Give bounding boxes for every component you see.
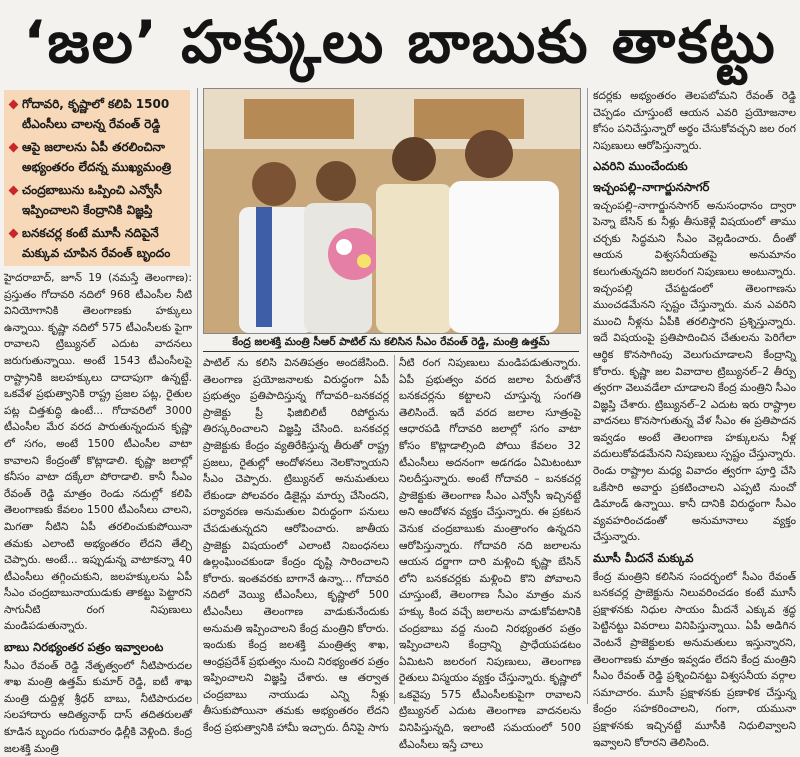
right-paragraph: కదర్లకు అభ్యంతరం తెలపబోమని రేవంత్ రెడ్డి చెప్పడం చూస్తుంటే ఆయన ఎవరి ప్రయోజనాల కోసం పనిచేస్తున్నారో అర్థం చేసుకోవచ్చని జల రంగ నిపుణులు ఆరోపిస్తున్నారు. [593,90,796,152]
right-subhead-3: మూసీ మీదనే మక్కువ [593,551,694,566]
headline: ‘జల’ హక్కులు బాబుకు తాకట్టు [23,8,777,76]
right-paragraph-3: కేంద్ర మంత్రిని కలిసిన సందర్భంలో సీఎం రేవంత్ బనకచర్ల ప్రాజెక్టును నిలువరించడం కంటే మూసీ ప్రక్షాళనకు నిధుల సాయం మీదనే ఎక్కువ శ్రద్ధ పెట్టినట్టు వివరాలు వినిపిస్తున్నాయి. ఏపీ అడిగిన వెంటనే ప్రాజెక్టులకు అనుమతులు ఇస్తున్నారని, తెలంగాణకు మాత్రం ఇవ్వడం లేదని కేంద్ర మంత్రిని సీఎం రేవంత్ రెడ్డి ప్రశ్నించినట్టు విశ్వసనీయ వర్గాల సమాచారం. మూసీ ప్రక్షాళనకు ప్రణాళిక చేస్తున్న కేంద్రం సహకరించాలని, గంగా, యమునా ప్రక్షాళనకు ఇచ్చినట్టే మూసీకి నిధులివ్వాలని ఇవ్వాలని కోరారని తెలిసింది. [593,570,796,749]
diamond-bullet-icon [9,186,19,196]
news-photo [203,88,581,334]
right-subhead-2: ఇచ్చంపల్లి–నాగార్జునసాగర్ [593,179,710,194]
mid-left-column [203,355,389,735]
highlight-text: చంద్రబాబును ఒప్పించి ఎన్వోసీ ఇప్పించాలని కేంద్రానికి విజ్ఞప్తి [22,183,162,217]
highlights-box [4,90,190,266]
photo-caption: కేంద్ర జలశక్తి మంత్రి సీఆర్ పాటిల్ ను కలిసిన సీఎం రేవంత్ రెడ్డి, మంత్రి ఉత్తమ్ [203,333,579,352]
right-column [593,88,796,749]
left-column [4,270,192,755]
highlight-text: గోదావరి, కృష్ణాలో కలిపి 1500 టీఎంసీలు చాలన్న రేవంత్ రెడ్డి [22,97,170,131]
meeting-photo-illustration [204,89,580,333]
left-paragraph: హైదరాబాద్, జూన్ 19 (నమస్తే తెలంగాణ): ప్రస్తుతం గోదావరి నదిలో 968 టీఎంసీల నీటి వినియోగానికి తెలంగాణకు హక్కులు ఉన్నాయి. కృష్ణా నదిలో 575 టీఎంసీలకు పైగా రావాలని ట్రిబ్యునల్ ఎదుట వాదనలు జరుగుతున్నాయి. అంటే 1543 టీఎంసీలపై రాష్ట్రానికి జలహక్కులు దాదాపుగా ఉన్నట్టే. ఒకవేళ ప్రభుత్వానికి రాష్ట్ర ప్రజల పట్ల, రైతుల పట్ల చిత్తశుద్ధి ఉంటే... గోదావరిలో 3000 టీఎంసీల మేర వరద పారుతున్నందున కృష్ణా లో సగం, అంటే 1500 టీఎంసీల వాటా కావాలని కేంద్రంతో కొట్లాడాలి. కృష్ణా జలాల్లో కనీసం వాటా దక్కేలా పోరాడాలి. కానీ సీఎం రేవంత్ రెడ్డి మాత్రం రెండు నదుల్లో కలిపి తెలంగాణకు కేవలం 1500 టీఎంసీలు చాలని, మిగతా నీటిని ఏపీ తరలించుకుపోయినా తమకు ఎలాంటి అభ్యంతరం లేదని తేల్చి చెప్పారు. అంటే... ఇప్పుడున్న వాటాకన్నా 40 టీఎంసీలు తగ్గించుకుని, జలహక్కులను ఏపీ సీఎం చంద్రబాబునాయుడుకు తాకట్టు పెట్టారని సాగునీటి రంగ నిపుణులు మండిపడుతున్నారు. [4,272,192,633]
right-paragraph-2: ఇచ్చంపల్లి–నాగార్జునసాగర్ అనుసంధానం ద్వారా పెన్నా బేసిన్ కు నీళ్లు తీసుకెళ్లే విషయంలో తాము చర్చకు సిద్ధమని సీఎం వెల్లడించారు. దీంతో ఆయన విశ్వసనీయతపై అనుమానం కలుగుతున్నదని జలరంగ నిపుణులు అంటున్నారు. ఇచ్చంపల్లి చేపట్టడంలో తెలంగాణను ముంచడమేనని స్పష్టం చేస్తున్నారు. మన ఎవరిని ముంచి నీళ్లను ఏపీకి తరలిస్తారని ప్రశ్నిస్తున్నారు. ఇదే విషయంపై ప్రతిపాదించిన చేతులను పెరిగేలా ఆర్థిక కొనసాగింపు వెలుగుచూడాలని కేంద్రాన్ని కోరారు. కృష్ణా జల వివాదాల ట్రిబ్యునల్–2 తీర్పు త్వరగా వెలువడేలా చూడాలని కేంద్ర మంత్రిని సీఎం విజ్ఞప్తి చేశారు. ట్రిబ్యునల్–2 ఎదుట ఇరు రాష్ట్రాల వాదనలు కొనసాగుతున్న వేళ సీఎం ఈ ప్రతిపాదన ఇవ్వడం అంటే తెలంగాణ హక్కులను నీళ్ల వదులుకోవడమేనని నిపుణులు స్పష్టం చేస్తున్నారు. రెండు రాష్ట్రాల మధ్య వివాదం త్వరగా పూర్తి చేసి ఒకేసారి అవార్డు ప్రకటించాలని ఎప్పటి నుంచో డిమాండ్ ఉన్నాయి. కానీ దానికి విరుద్ధంగా సీఎం వ్యవహరించడంతో అనుమానాలు వ్యక్తం చేస్తున్నారు. [593,199,796,544]
mid-left-paragraph: పాటిల్ ను కలిసి వినతిపత్రం అందజేసింది. తెలంగాణ ప్రయోజనాలకు విరుద్ధంగా ఏపీ ప్రభుత్వం ప్రతిపాదిస్తున్న గోదావరి–బనకచర్ల ప్రాజెక్టు ప్రీ ఫిజిబిలిటీ రిపోర్టును తిరస్కరించాలని విజ్ఞప్తి చేసింది. బనకచర్ల ప్రాజెక్టుకు కేంద్రం వ్యతిరేకిస్తున్న తీరుతో రాష్ట్ర ప్రజలు, రైతుల్లో ఆందోళనలు నెలకొన్నాయని సీఎం చెప్పారు. ట్రిబ్యునల్ అనుమతులు లేకుండా పోలవరం డిజైన్లు మార్పు చేసిందని, పర్యావరణ అనుమతుల విరుద్ధంగా పనులు చేపడుతున్నదని ఆరోపించారు. జాతీయ ప్రాజెక్టు విషయంలో ఎలాంటి నిబంధనలు ఉల్లంఘించకుండా కేంద్రం దృష్టి సారించాలని కోరారు. ఇంతవరకు బాగానే ఉన్నా... గోదావరి నదిలో వెయ్యి టీఎంసీలు, కృష్ణాలో 500 టీఎంసీలు తెలంగాణ వాడుకునేందుకు అనుమతి ఇప్పించాలని కేంద్ర మంత్రిని కోరారు. ఇందుకు కేంద్ర జలశక్తి మంత్రిత్వ శాఖ, ఆంధ్రప్రదేశ్ ప్రభుత్వం నుంచి నిరభ్యంతర పత్రం ఇప్పించాలని విజ్ఞప్తి చేశారు. ఆ తర్వాత చంద్రబాబు నాయుడు ఎన్ని నీళ్లు తీసుకుపోయినా తమకు అభ్యంతరం లేదని కేంద్ర ప్రభుత్వానికి హామీ ఇచ్చారు. దీనిపై సాగు [203,357,389,735]
highlight-item [10,137,184,177]
highlight-item [10,180,184,220]
mid-right-column [399,355,581,751]
column-divider [394,355,395,704]
highlight-text: ఆపై జలాలను ఏపీ తరలించినా అభ్యంతరం లేదన్న ముఖ్యమంత్రి [22,140,172,174]
column-divider [587,88,588,704]
diamond-bullet-icon [9,229,19,239]
diamond-bullet-icon [9,100,19,110]
right-subhead: ఎవరిని ముంచేందుకు [593,159,688,174]
highlight-item [10,94,184,134]
highlight-text: బనకచర్ల కంటే మూసీ నదిపైనే మక్కువ చూపిన రేవంత్ బృందం [22,226,171,260]
highlight-item [10,223,184,263]
left-paragraph-2: సీఎం రేవంత్ రెడ్డి నేతృత్వంలో నీటిపారుదల శాఖ మంత్రి ఉత్తమ్ కుమార్ రెడ్డి, ఐటీ శాఖ మంత్రి దుద్దిళ్ల శ్రీధర్ బాబు, నీటిపారుదల సలహాదారు ఆదిత్యనాథ్ దాస్ తదితరులతో కూడిన బృందం గురువారం ఢిల్లీకి వెళ్లింది. కేంద్ర జలశక్తి మంత్రి [4,659,192,755]
diamond-bullet-icon [9,143,19,153]
mid-right-paragraph: నీటి రంగ నిపుణులు మండిపడుతున్నారు. ఏపీ ప్రభుత్వం వరద జలాల పేరుతోనే బనకచర్లను కట్టాలని చూస్తున్న సంగతి తెలిసిందే. ఇదే వరద జలాల సూత్రంపై ఆధారపడి గోదావరి జలాల్లో సగం వాటా కోసం కొట్లాడాల్సింది పోయి కేవలం 32 టీఎంసీలు అదనంగా అడగడం ఏమిటంటూ నిలదీస్తున్నారు. అంటే గోదావరి – బనకచర్ల ప్రాజెక్టుకు తెలంగాణ సీఎం ఎన్వోసీ ఇచ్చినట్టే అని ఆందోళన వ్యక్తం చేస్తున్నారు. ఈ ప్రకటన వెనుక చంద్రబాబుకు మంత్రాంగం ఉన్నదని ఆరోపిస్తున్నారు. గోదావరి నది జలాలను ఆయన దర్జాగా దారి మళ్లించి కృష్ణా బేసిన్ లోని బనకచర్లకు మళ్లించి కొని పోవాలని చూస్తుంటే, తెలంగాణ సీఎం మాత్రం మన హక్కు కింద వచ్చే జలాలను వాడుకోవటానికి చంద్రబాబు వద్ద నుంచి నిరభ్యంతర పత్రం ఇప్పించాలని కేంద్రాన్ని ప్రాధేయపడటం ఏమిటని జలరంగ నిపుణులు, తెలంగాణ రైతులు విస్మయం వ్యక్తం చేస్తున్నారు. కృష్ణాలో ఒకవైపు 575 టీఎంసీలకుపైగా రావాలని ట్రిబ్యునల్ ఎదుట తెలంగాణ వాదనలను వినిపిస్తున్నది, ఇలాంటి సమయంలో 500 టీఎంసీలు ఇస్తే చాలు [399,357,581,751]
column-divider [197,88,198,704]
left-subhead: బాబు నిరభ్యంతర పత్రం ఇవ్వాలంట [4,640,164,655]
